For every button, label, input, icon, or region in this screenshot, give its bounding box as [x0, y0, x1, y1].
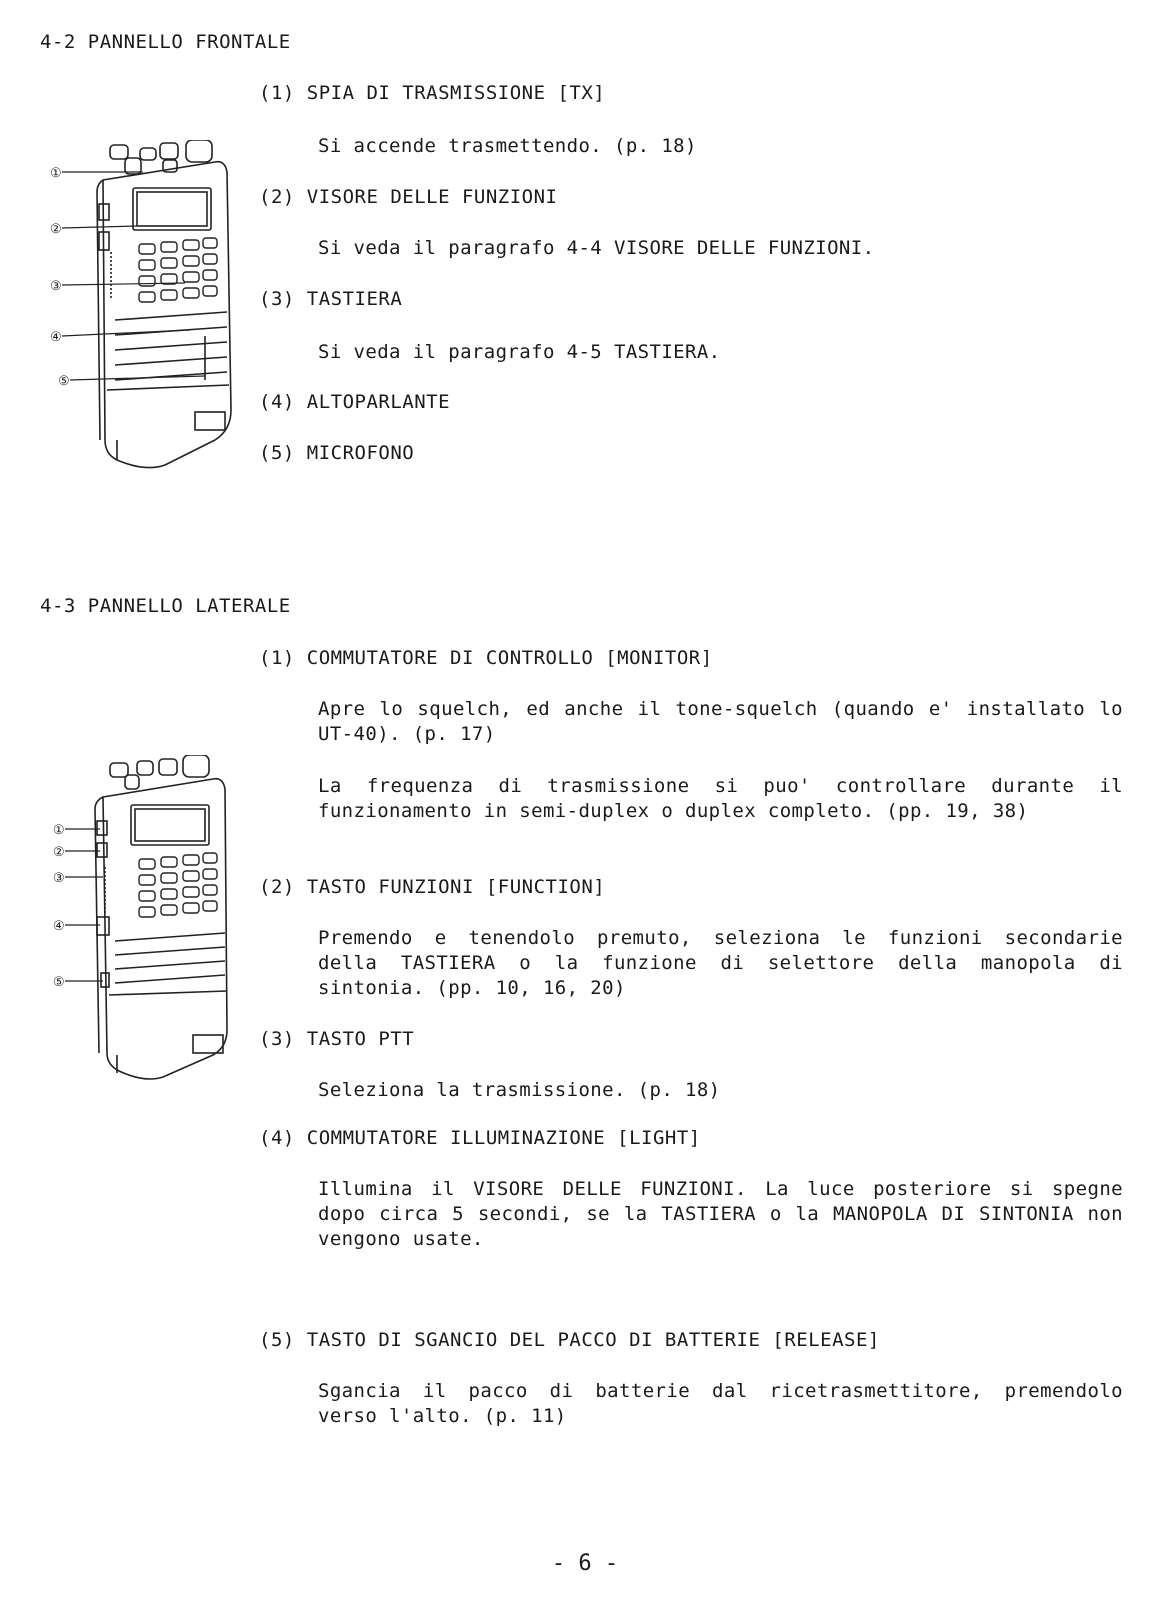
desc-monitor-switch-2: La frequenza di trasmissione si puo' controllare durante il funzionamento in semi-duplex o duplex completo. (pp. 19, 38) — [318, 775, 1123, 822]
item-release-key: (5) TASTO DI SGANCIO DEL PACCO DI BATTERIE [RELEASE] — [259, 1329, 880, 1351]
desc-ptt-key: Seleziona la trasmissione. (p. 18) — [318, 1079, 721, 1101]
callout-1: ① — [53, 823, 65, 838]
callout-3: ③ — [50, 279, 62, 294]
desc-function-key: Premendo e tenendolo premuto, seleziona le funzioni secondarie della TASTIERA o la funzione di selettore della manopola di sintonia. (pp. 10, 16, 20) — [318, 927, 1123, 999]
radio-front-illustration — [45, 140, 245, 475]
item-keypad: (3) TASTIERA — [259, 288, 403, 310]
radio-side-illustration — [45, 755, 245, 1085]
callout-3: ③ — [53, 871, 65, 886]
callout-1: ① — [50, 166, 62, 181]
item-microphone: (5) MICROFONO — [259, 442, 415, 464]
desc-release-key: Sgancia il pacco di batterie dal ricetrasmettitore, premendolo verso l'alto. (p. 11) — [318, 1380, 1123, 1427]
callout-4: ④ — [53, 919, 65, 934]
item-speaker: (4) ALTOPARLANTE — [259, 391, 451, 413]
item-function-display: (2) VISORE DELLE FUNZIONI — [259, 186, 558, 208]
page-number: - 6 - — [551, 1551, 619, 1576]
desc-function-display: Si veda il paragrafo 4-4 VISORE DELLE FUNZIONI. — [318, 237, 875, 259]
desc-light-switch: Illumina il VISORE DELLE FUNZIONI. La luce posteriore si spegne dopo circa 5 secondi, se la TASTIERA o la MANOPOLA DI SINTONIA non vengono usate. — [318, 1178, 1123, 1250]
callout-4: ④ — [50, 330, 62, 345]
callout-5: ⑤ — [58, 374, 70, 389]
callout-2: ② — [53, 845, 65, 860]
item-function-key: (2) TASTO FUNZIONI [FUNCTION] — [259, 876, 606, 898]
callout-5: ⑤ — [53, 975, 65, 990]
item-monitor-switch: (1) COMMUTATORE DI CONTROLLO [MONITOR] — [259, 647, 713, 669]
desc-monitor-switch: Apre lo squelch, ed anche il tone-squelch (quando e' installato lo UT-40). (p. 17) — [318, 698, 1123, 745]
section-title-front-panel: 4-2 PANNELLO FRONTALE — [40, 31, 291, 53]
item-tx-indicator: (1) SPIA DI TRASMISSIONE [TX] — [259, 82, 606, 104]
item-light-switch: (4) COMMUTATORE ILLUMINAZIONE [LIGHT] — [259, 1127, 701, 1149]
callout-2: ② — [50, 222, 62, 237]
item-ptt-key: (3) TASTO PTT — [259, 1028, 415, 1050]
desc-keypad: Si veda il paragrafo 4-5 TASTIERA. — [318, 341, 721, 363]
section-title-side-panel: 4-3 PANNELLO LATERALE — [40, 595, 291, 617]
desc-tx-indicator: Si accende trasmettendo. (p. 18) — [318, 135, 697, 157]
